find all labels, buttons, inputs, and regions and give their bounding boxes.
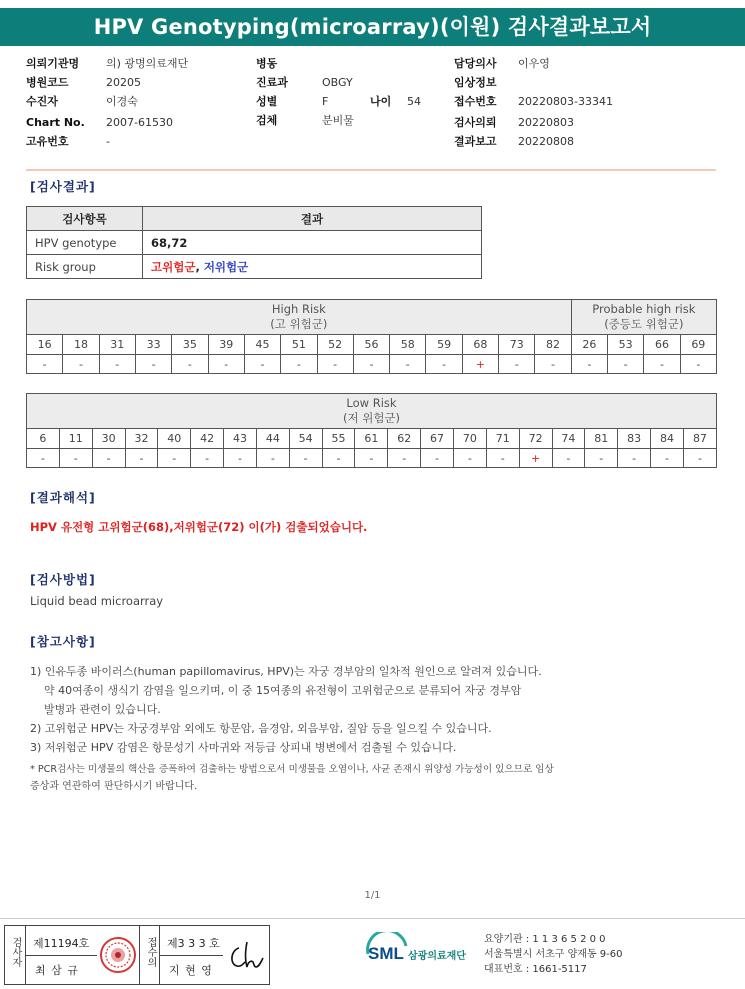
genotype-type-cell: 42 (191, 429, 224, 449)
info-value-receipt-no: 20220803-33341 (518, 95, 613, 108)
genotype-result-cell: - (322, 449, 355, 468)
info-label-chart-no: Chart No. (26, 116, 85, 129)
result-table-head-result: 결과 (143, 207, 482, 231)
org-info (484, 932, 623, 977)
info-value-patient: 이경숙 (106, 95, 138, 108)
genotype-type-cell: 6 (27, 429, 60, 449)
genotype-type-cell: 58 (390, 335, 426, 355)
genotype-type-cell: 82 (535, 335, 571, 355)
genotype-result-cell: - (281, 355, 317, 374)
info-value-hospital-code: 20205 (106, 76, 141, 89)
genotype-result-cell: - (499, 355, 535, 374)
logo-text: SML (368, 944, 404, 963)
genotype-type-cell: 69 (680, 335, 716, 355)
genotype-type-cell: 18 (63, 335, 99, 355)
sml-logo-icon (366, 932, 478, 972)
genotype-type-cell: 59 (426, 335, 462, 355)
genotype-result-cell: - (317, 355, 353, 374)
genotype-type-cell: 67 (421, 429, 454, 449)
footnote (30, 761, 720, 795)
signature-box (4, 925, 270, 985)
genotype-result-cell: - (59, 449, 92, 468)
info-label-unique-no: 고유번호 (26, 135, 69, 148)
report-title: HPV Genotyping(microarray)(이원) 검사결과보고서 (0, 8, 745, 46)
info-value-department: OBGY (322, 76, 353, 89)
genotype-type-cell: 83 (618, 429, 651, 449)
sig-hdivider (159, 955, 223, 956)
genotype-type-cell: 72 (519, 429, 552, 449)
note-line: 1) 인유두종 바이러스(human papillomavirus, HPV)는 자궁 경부암의 일차적 원인으로 알려져 있습니다. (30, 665, 542, 678)
genotype-result-cell: - (486, 449, 519, 468)
genotype-result-cell: - (92, 449, 125, 468)
probable-high-risk-header-en: Probable high risk (592, 302, 696, 316)
sig-hdivider (25, 955, 97, 956)
genotype-result-cell: - (158, 449, 191, 468)
info-value-doctor: 이우영 (518, 57, 550, 70)
info-label-patient: 수진자 (26, 95, 58, 108)
genotype-result-cell: - (585, 449, 618, 468)
risk-group-value (143, 255, 482, 279)
section-divider (26, 169, 716, 171)
genotype-type-cell: 56 (353, 335, 389, 355)
genotype-result-cell: - (388, 449, 421, 468)
genotype-type-cell: 35 (172, 335, 208, 355)
genotype-type-cell: 54 (289, 429, 322, 449)
section-heading-result: [검사결과] (30, 179, 96, 194)
info-label-department: 진료과 (256, 76, 288, 89)
low-risk-header (27, 394, 717, 429)
receiver-license: 제3 3 3 호 (167, 937, 220, 950)
seal-stamp-icon (99, 936, 137, 974)
genotype-type-cell: 30 (92, 429, 125, 449)
genotype-result-cell: - (390, 355, 426, 374)
genotype-type-cell: 81 (585, 429, 618, 449)
method-text: Liquid bead microarray (30, 594, 164, 608)
high-risk-header (27, 300, 572, 335)
genotype-type-cell: 16 (27, 335, 63, 355)
genotype-result-cell: - (355, 449, 388, 468)
info-label-doctor: 담당의사 (454, 57, 497, 70)
note-line: 3) 저위험군 HPV 감염은 항문성기 사마귀와 저등급 상피내 병변에서 검출될 수 있습니다. (30, 741, 457, 754)
genotype-result-cell: + (519, 449, 552, 468)
genotype-type-cell: 73 (499, 335, 535, 355)
org-name: 삼광의료재단 (408, 951, 466, 962)
note-line: 발병과 관련이 있습니다. (44, 703, 161, 716)
org-line: 서울특별시 서초구 양재동 9-60 (484, 949, 623, 960)
info-value-age: 54 (407, 95, 421, 108)
info-label-age: 나이 (370, 95, 392, 108)
footnote-line: 증상과 연관하여 판단하시기 바랍니다. (30, 781, 198, 792)
high-risk-header-en: High Risk (271, 302, 326, 316)
genotype-result-cell: - (172, 355, 208, 374)
receiver-name: 지 현 영 (169, 964, 213, 977)
notes-list (30, 662, 720, 757)
examiner-name: 최 삼 규 (35, 964, 79, 977)
low-risk-header-en: Low Risk (346, 396, 397, 410)
org-logo (366, 932, 478, 976)
genotype-type-cell: 87 (683, 429, 716, 449)
genotype-result-cell: - (27, 355, 63, 374)
section-heading-interpretation: [결과해석] (30, 490, 96, 505)
genotype-type-cell: 44 (256, 429, 289, 449)
info-label-sex: 성별 (256, 95, 278, 108)
genotype-result-cell: - (27, 449, 60, 468)
genotype-result-cell: - (353, 355, 389, 374)
risk-low-text: 저위험군 (203, 259, 249, 274)
patient-info (0, 54, 745, 154)
examiner-license: 제11194호 (33, 937, 90, 950)
page-number: 1/1 (364, 890, 381, 901)
genotype-result-cell: - (421, 449, 454, 468)
info-label-specimen: 검체 (256, 114, 278, 127)
note-line: 약 40여종이 생식기 감염을 일으키며, 이 중 15여종의 유전형이 고위험군으로 분류되어 자궁 경부암 (44, 684, 522, 697)
genotype-type-cell: 31 (99, 335, 135, 355)
genotype-result-cell: - (608, 355, 644, 374)
genotype-result-cell: - (244, 355, 280, 374)
risk-separator: , (195, 259, 204, 274)
low-risk-table (26, 393, 717, 468)
org-line: 대표번호 : 1661-5117 (484, 964, 587, 975)
handwritten-signature-icon (225, 934, 267, 976)
genotype-result-cell: - (683, 449, 716, 468)
genotype-type-cell: 45 (244, 335, 280, 355)
info-label-ward: 병동 (256, 57, 278, 70)
footnote-line: * PCR검사는 미생물의 핵산을 증폭하여 검출하는 방법으로서 미생물을 오염이나, 사균 존재시 위양성 가능성이 있으므로 임상 (30, 764, 554, 775)
genotype-type-cell: 53 (608, 335, 644, 355)
interpretation-text: HPV 유전형 고위험군(68),저위험군(72) 이(가) 검출되었습니다. (30, 520, 368, 534)
genotype-type-cell: 66 (644, 335, 680, 355)
risk-high-text: 고위험군 (151, 259, 196, 274)
risk-group-label: Risk group (27, 255, 143, 279)
info-value-specimen: 분비물 (322, 114, 354, 127)
genotype-result-cell: - (680, 355, 716, 374)
genotype-value: 68,72 (143, 231, 482, 255)
genotype-type-cell: 39 (208, 335, 244, 355)
low-risk-header-ko: (저 위험군) (342, 411, 401, 425)
genotype-type-cell: 32 (125, 429, 158, 449)
genotype-type-cell: 43 (224, 429, 257, 449)
org-line: 요양기관 : 1 1 3 6 5 2 0 0 (484, 934, 606, 945)
info-label-hospital-code: 병원코드 (26, 76, 69, 89)
genotype-result-cell: + (462, 355, 498, 374)
genotype-type-cell: 11 (59, 429, 92, 449)
genotype-result-cell: - (289, 449, 322, 468)
examiner-label: 검사자 (10, 937, 21, 967)
genotype-type-cell: 74 (552, 429, 585, 449)
high-risk-header-ko: (고 위험군) (270, 317, 328, 331)
genotype-type-cell: 55 (322, 429, 355, 449)
genotype-result-cell: - (644, 355, 680, 374)
info-value-requested: 20220803 (518, 116, 574, 129)
genotype-result-cell: - (125, 449, 158, 468)
result-table (26, 206, 482, 279)
genotype-result-cell: - (651, 449, 684, 468)
genotype-type-cell: 84 (651, 429, 684, 449)
receiver-label: 접수의 (145, 937, 156, 967)
genotype-type-cell: 62 (388, 429, 421, 449)
genotype-type-cell: 70 (453, 429, 486, 449)
info-label-reported: 결과보고 (454, 135, 497, 148)
genotype-result-cell: - (63, 355, 99, 374)
genotype-type-cell: 71 (486, 429, 519, 449)
info-value-reported: 20220808 (518, 135, 574, 148)
genotype-result-cell: - (191, 449, 224, 468)
genotype-type-cell: 26 (571, 335, 607, 355)
sig-divider (139, 926, 140, 984)
genotype-label: HPV genotype (27, 231, 143, 255)
genotype-result-cell: - (224, 449, 257, 468)
high-risk-table (26, 299, 717, 374)
genotype-type-cell: 52 (317, 335, 353, 355)
info-value-chart-no: 2007-61530 (106, 116, 173, 129)
section-heading-notes: [참고사항] (30, 634, 96, 649)
genotype-result-cell: - (426, 355, 462, 374)
info-value-institution: 의) 광명의료재단 (106, 57, 189, 70)
genotype-type-cell: 40 (158, 429, 191, 449)
info-value-unique-no: - (106, 135, 110, 148)
genotype-result-cell: - (208, 355, 244, 374)
genotype-type-cell: 61 (355, 429, 388, 449)
probable-high-risk-header (571, 300, 716, 335)
genotype-type-cell: 51 (281, 335, 317, 355)
info-value-sex: F (322, 95, 329, 108)
section-heading-method: [검사방법] (30, 572, 96, 587)
note-line: 2) 고위험군 HPV는 자궁경부암 외에도 항문암, 음경암, 외음부암, 질암 등을 일으킬 수 있습니다. (30, 722, 492, 735)
genotype-result-cell: - (99, 355, 135, 374)
genotype-type-cell: 68 (462, 335, 498, 355)
genotype-result-cell: - (552, 449, 585, 468)
info-label-requested: 검사의뢰 (454, 116, 497, 129)
info-label-clinical: 임상정보 (454, 76, 497, 89)
probable-high-risk-header-ko: (중등도 위험군) (604, 317, 684, 331)
genotype-result-cell: - (453, 449, 486, 468)
genotype-type-cell: 33 (135, 335, 171, 355)
genotype-result-cell: - (256, 449, 289, 468)
genotype-result-cell: - (535, 355, 571, 374)
genotype-result-cell: - (618, 449, 651, 468)
info-label-receipt-no: 접수번호 (454, 95, 497, 108)
result-table-head-item: 검사항목 (27, 207, 143, 231)
footer-divider (0, 918, 745, 919)
genotype-result-cell: - (571, 355, 607, 374)
genotype-result-cell: - (135, 355, 171, 374)
info-label-institution: 의뢰기관명 (26, 57, 80, 70)
